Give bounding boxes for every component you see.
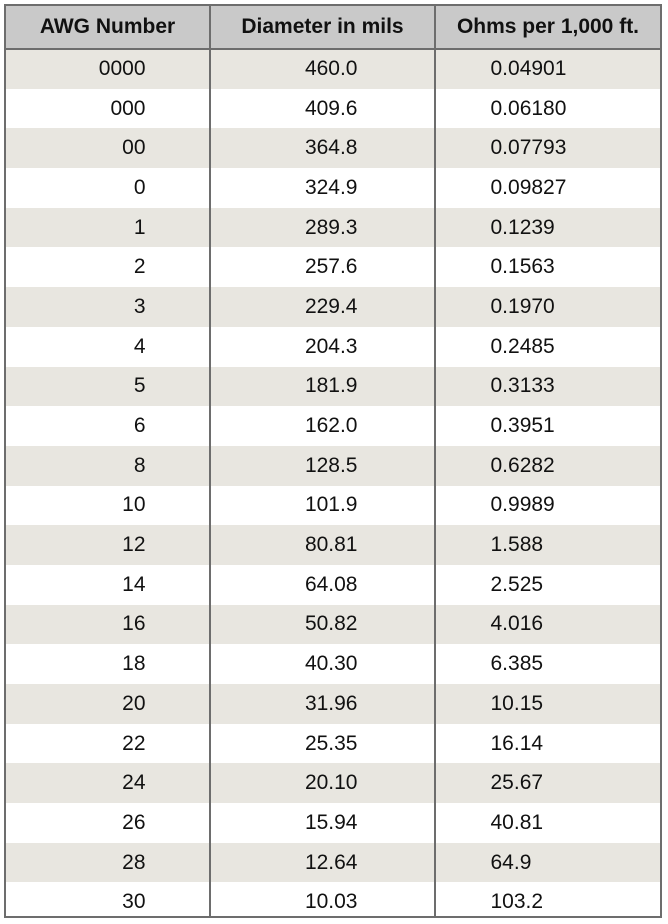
table-row xyxy=(6,644,660,684)
cell-diameter-mils-value: 25.35 xyxy=(304,731,358,755)
table-row xyxy=(6,446,660,486)
table-row xyxy=(6,327,660,367)
cell-ohms-per-1000ft xyxy=(435,644,660,684)
cell-awg-number xyxy=(6,168,210,208)
cell-diameter-mils-value: 15.94 xyxy=(304,810,358,834)
cell-ohms-per-1000ft xyxy=(435,89,660,129)
cell-diameter-mils-value: 12.64 xyxy=(304,850,358,874)
cell-diameter-mils xyxy=(210,763,435,803)
table-row xyxy=(6,843,660,883)
cell-ohms-per-1000ft-value: 0.3133 xyxy=(490,374,555,398)
cell-ohms-per-1000ft-value: 40.81 xyxy=(490,810,544,834)
cell-diameter-mils xyxy=(210,168,435,208)
cell-awg-number xyxy=(6,644,210,684)
cell-diameter-mils xyxy=(210,327,435,367)
cell-awg-number xyxy=(6,684,210,724)
cell-diameter-mils-value: 204.3 xyxy=(304,334,358,358)
cell-ohms-per-1000ft xyxy=(435,208,660,248)
table-row xyxy=(6,684,660,724)
cell-diameter-mils-value: 128.5 xyxy=(304,453,358,477)
cell-ohms-per-1000ft xyxy=(435,406,660,446)
table-row xyxy=(6,89,660,129)
cell-diameter-mils-value: 364.8 xyxy=(304,136,358,160)
table-row xyxy=(6,208,660,248)
table-row xyxy=(6,128,660,168)
table-row xyxy=(6,406,660,446)
cell-ohms-per-1000ft-value: 103.2 xyxy=(490,890,544,914)
cell-ohms-per-1000ft xyxy=(435,525,660,565)
cell-ohms-per-1000ft-value: 2.525 xyxy=(490,572,544,596)
cell-awg-number-value: 26 xyxy=(122,810,146,834)
cell-ohms-per-1000ft xyxy=(435,327,660,367)
cell-ohms-per-1000ft-value: 0.06180 xyxy=(490,96,567,120)
cell-diameter-mils-value: 40.30 xyxy=(304,652,358,676)
cell-awg-number xyxy=(6,763,210,803)
cell-ohms-per-1000ft xyxy=(435,684,660,724)
cell-diameter-mils xyxy=(210,724,435,764)
cell-awg-number-value: 18 xyxy=(122,652,146,676)
cell-diameter-mils xyxy=(210,605,435,645)
table-body xyxy=(6,49,660,918)
cell-diameter-mils-value: 162.0 xyxy=(304,414,358,438)
cell-ohms-per-1000ft-value: 4.016 xyxy=(490,612,544,636)
table-row xyxy=(6,247,660,287)
cell-diameter-mils-value: 229.4 xyxy=(304,294,358,318)
cell-awg-number-value: 4 xyxy=(133,334,146,358)
cell-awg-number xyxy=(6,406,210,446)
cell-diameter-mils-value: 64.08 xyxy=(304,572,358,596)
cell-ohms-per-1000ft xyxy=(435,287,660,327)
cell-awg-number-value: 6 xyxy=(133,414,146,438)
cell-awg-number-value: 14 xyxy=(122,572,146,596)
cell-diameter-mils xyxy=(210,89,435,129)
cell-diameter-mils-value: 324.9 xyxy=(304,175,358,199)
cell-ohms-per-1000ft xyxy=(435,128,660,168)
cell-diameter-mils xyxy=(210,208,435,248)
cell-awg-number-value: 30 xyxy=(122,890,146,914)
table-row xyxy=(6,605,660,645)
cell-ohms-per-1000ft xyxy=(435,724,660,764)
cell-ohms-per-1000ft xyxy=(435,247,660,287)
cell-ohms-per-1000ft-value: 0.07793 xyxy=(490,136,567,160)
cell-awg-number-value: 0000 xyxy=(98,57,146,81)
cell-diameter-mils-value: 10.03 xyxy=(304,890,358,914)
cell-diameter-mils-value: 101.9 xyxy=(304,493,358,517)
cell-awg-number xyxy=(6,882,210,918)
cell-awg-number xyxy=(6,247,210,287)
cell-ohms-per-1000ft-value: 0.1563 xyxy=(490,255,555,279)
cell-ohms-per-1000ft xyxy=(435,49,660,89)
cell-awg-number xyxy=(6,446,210,486)
header-row xyxy=(6,6,660,49)
cell-diameter-mils xyxy=(210,684,435,724)
cell-diameter-mils-value: 289.3 xyxy=(304,215,358,239)
table-row xyxy=(6,803,660,843)
cell-ohms-per-1000ft-value: 0.1970 xyxy=(490,294,555,318)
cell-ohms-per-1000ft-value: 0.6282 xyxy=(490,453,555,477)
cell-diameter-mils xyxy=(210,644,435,684)
cell-awg-number xyxy=(6,367,210,407)
cell-ohms-per-1000ft xyxy=(435,803,660,843)
cell-ohms-per-1000ft-value: 0.04901 xyxy=(490,57,567,81)
table-row xyxy=(6,49,660,89)
cell-ohms-per-1000ft xyxy=(435,446,660,486)
cell-ohms-per-1000ft-value: 6.385 xyxy=(490,652,544,676)
table-row xyxy=(6,724,660,764)
cell-diameter-mils-value: 80.81 xyxy=(304,533,358,557)
cell-ohms-per-1000ft xyxy=(435,565,660,605)
cell-ohms-per-1000ft xyxy=(435,367,660,407)
cell-awg-number xyxy=(6,724,210,764)
table-row xyxy=(6,367,660,407)
header-ohms-per-1000ft: Ohms per 1,000 ft. xyxy=(435,6,660,49)
cell-ohms-per-1000ft-value: 64.9 xyxy=(490,850,532,874)
cell-awg-number xyxy=(6,803,210,843)
cell-diameter-mils-value: 50.82 xyxy=(304,612,358,636)
cell-diameter-mils xyxy=(210,803,435,843)
cell-diameter-mils-value: 31.96 xyxy=(304,691,358,715)
cell-ohms-per-1000ft-value: 0.1239 xyxy=(490,215,555,239)
cell-ohms-per-1000ft xyxy=(435,605,660,645)
cell-awg-number-value: 2 xyxy=(133,255,146,279)
cell-ohms-per-1000ft-value: 1.588 xyxy=(490,533,544,557)
cell-diameter-mils xyxy=(210,565,435,605)
cell-ohms-per-1000ft xyxy=(435,763,660,803)
cell-awg-number xyxy=(6,605,210,645)
cell-awg-number xyxy=(6,327,210,367)
cell-diameter-mils xyxy=(210,406,435,446)
cell-awg-number xyxy=(6,565,210,605)
cell-awg-number-value: 20 xyxy=(122,691,146,715)
table-row xyxy=(6,525,660,565)
cell-diameter-mils xyxy=(210,287,435,327)
cell-awg-number-value: 24 xyxy=(122,771,146,795)
cell-awg-number-value: 10 xyxy=(122,493,146,517)
wire-gauge-table xyxy=(6,6,660,918)
cell-ohms-per-1000ft-value: 0.2485 xyxy=(490,334,555,358)
table-header xyxy=(6,6,660,49)
cell-awg-number xyxy=(6,486,210,526)
table-row xyxy=(6,763,660,803)
cell-diameter-mils xyxy=(210,843,435,883)
cell-awg-number-value: 000 xyxy=(110,96,146,120)
header-awg-number: AWG Number xyxy=(6,6,210,49)
cell-diameter-mils xyxy=(210,128,435,168)
table-row xyxy=(6,168,660,208)
cell-diameter-mils-value: 460.0 xyxy=(304,57,358,81)
cell-ohms-per-1000ft-value: 0.3951 xyxy=(490,414,555,438)
cell-awg-number-value: 1 xyxy=(133,215,146,239)
cell-awg-number-value: 00 xyxy=(122,136,146,160)
cell-diameter-mils xyxy=(210,446,435,486)
cell-diameter-mils xyxy=(210,367,435,407)
cell-awg-number-value: 16 xyxy=(122,612,146,636)
cell-ohms-per-1000ft-value: 16.14 xyxy=(490,731,544,755)
table-row xyxy=(6,287,660,327)
cell-ohms-per-1000ft-value: 0.9989 xyxy=(490,493,555,517)
cell-ohms-per-1000ft xyxy=(435,843,660,883)
cell-ohms-per-1000ft xyxy=(435,882,660,918)
cell-awg-number-value: 3 xyxy=(133,294,146,318)
cell-diameter-mils-value: 181.9 xyxy=(304,374,358,398)
cell-diameter-mils xyxy=(210,247,435,287)
header-diameter-mils: Diameter in mils xyxy=(210,6,435,49)
cell-awg-number-value: 5 xyxy=(133,374,146,398)
awg-wire-table xyxy=(4,4,662,918)
cell-awg-number xyxy=(6,525,210,565)
cell-awg-number-value: 8 xyxy=(133,453,146,477)
cell-awg-number xyxy=(6,208,210,248)
cell-awg-number-value: 28 xyxy=(122,850,146,874)
table-row xyxy=(6,882,660,918)
cell-awg-number-value: 12 xyxy=(122,533,146,557)
cell-awg-number-value: 22 xyxy=(122,731,146,755)
cell-awg-number xyxy=(6,128,210,168)
cell-diameter-mils-value: 409.6 xyxy=(304,96,358,120)
cell-ohms-per-1000ft-value: 10.15 xyxy=(490,691,544,715)
cell-awg-number xyxy=(6,49,210,89)
cell-ohms-per-1000ft xyxy=(435,486,660,526)
cell-awg-number xyxy=(6,89,210,129)
cell-awg-number xyxy=(6,287,210,327)
cell-diameter-mils-value: 20.10 xyxy=(304,771,358,795)
table-row xyxy=(6,565,660,605)
cell-diameter-mils xyxy=(210,882,435,918)
table-row xyxy=(6,486,660,526)
cell-awg-number-value: 0 xyxy=(133,175,146,199)
cell-diameter-mils-value: 257.6 xyxy=(304,255,358,279)
cell-diameter-mils xyxy=(210,486,435,526)
cell-ohms-per-1000ft xyxy=(435,168,660,208)
cell-ohms-per-1000ft-value: 0.09827 xyxy=(490,175,567,199)
cell-ohms-per-1000ft-value: 25.67 xyxy=(490,771,544,795)
cell-awg-number xyxy=(6,843,210,883)
cell-diameter-mils xyxy=(210,525,435,565)
cell-diameter-mils xyxy=(210,49,435,89)
